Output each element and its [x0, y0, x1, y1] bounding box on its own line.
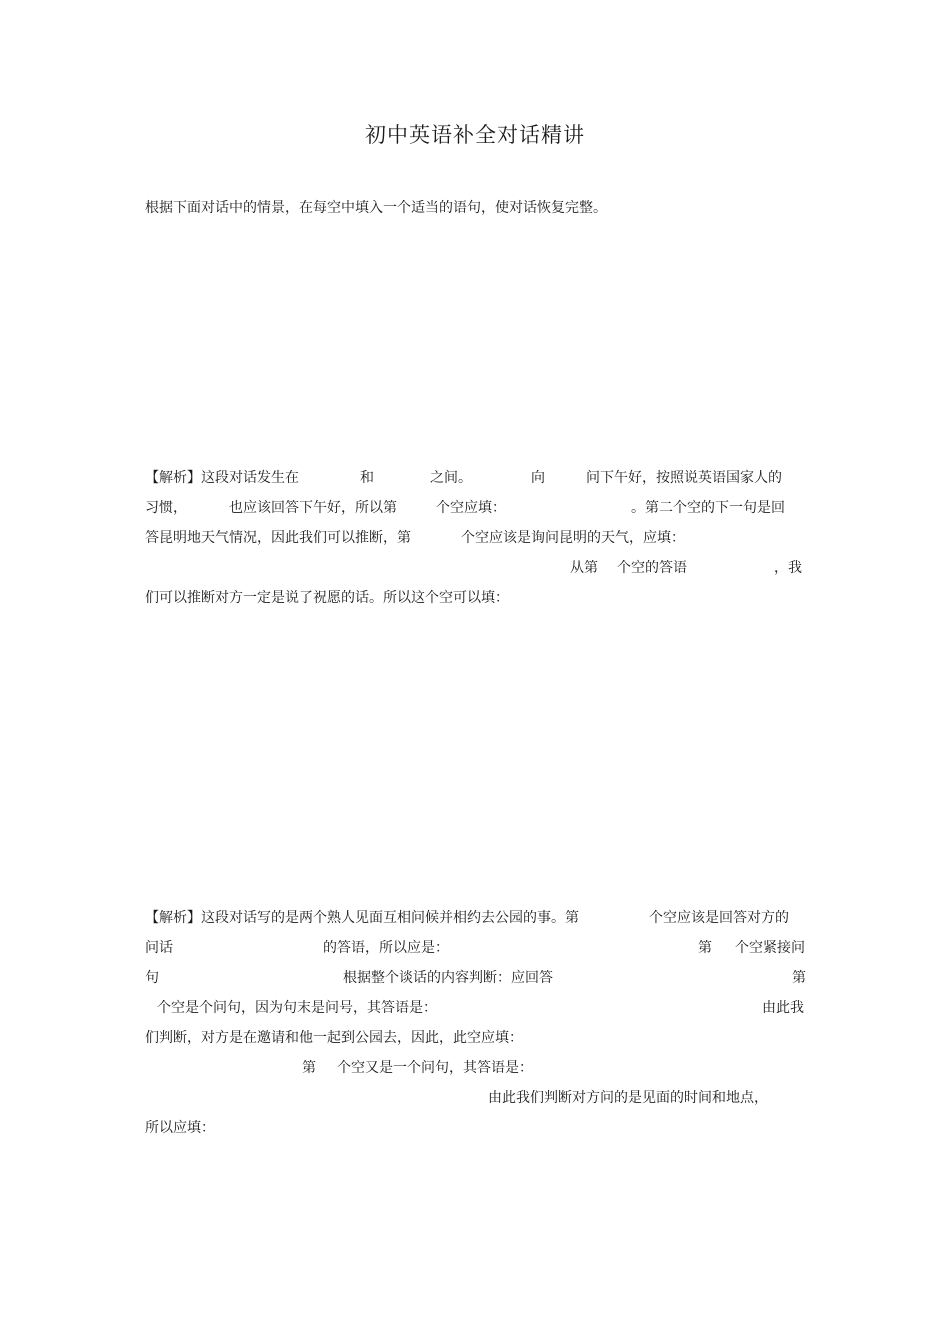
analysis1-line5-part1: 们可以推断对方一定是说了祝愿的话。所以这个空可以填： [145, 590, 509, 606]
analysis2-line2-part3: 第 [698, 940, 712, 956]
analysis1-line2-part4: 。第二个空的下一句是回 [631, 500, 785, 516]
analysis1-line1-part4: 向 [531, 470, 545, 486]
analysis2-line7-part1: 由此我们判断对方问的是见面的时间和地点， [488, 1090, 768, 1106]
page-title: 初中英语补全对话精讲 [365, 123, 585, 147]
analysis2-line4-part1: 个空是个问句，因为句末是问号，其答语是： [157, 1000, 437, 1016]
analysis1-line2-part2: 也应该回答下午好，所以第 [229, 500, 397, 516]
analysis1-line4-part3: ，我 [774, 560, 802, 576]
analysis2-line2-part2: 的答语，所以应是： [323, 940, 449, 956]
analysis1-line2-part3: 个空应填： [436, 500, 506, 516]
analysis1-line1-part3: 之间。 [430, 470, 472, 486]
analysis2-line1-part2: 个空应该是回答对方的 [649, 910, 789, 926]
analysis1-line4-part1: 从第 [570, 560, 598, 576]
analysis2-line5-part1: 们判断，对方是在邀请和他一起到公园去，因此，此空应填： [145, 1030, 523, 1046]
analysis2-line3-part2: 根据整个谈话的内容判断：应回答 [343, 970, 553, 986]
analysis2-line6-part2: 个空又是一个问句，其答语是： [337, 1060, 533, 1076]
analysis2-line6-part1: 第 [302, 1060, 316, 1076]
analysis1-line4-part2: 个空的答语 [617, 560, 687, 576]
analysis1-line1-part2: 和 [360, 470, 374, 486]
analysis2-line2-part1: 问话 [145, 940, 173, 956]
analysis2-line2-part4: 个空紧接问 [735, 940, 805, 956]
analysis2-line1-part1: 【解析】这段对话写的是两个熟人见面互相问候并相约去公园的事。第 [145, 910, 579, 926]
analysis1-line1-part1: 【解析】这段对话发生在 [145, 470, 299, 486]
analysis2-line3-part3: 第 [792, 970, 806, 986]
analysis2-line4-part2: 由此我 [762, 1000, 804, 1016]
analysis1-line3-part2: 个空应该是询问昆明的天气，应填： [461, 530, 685, 546]
analysis1-line2-part1: 习惯， [145, 500, 187, 516]
analysis1-line3-part1: 答昆明地天气情况，因此我们可以推断，第 [145, 530, 411, 546]
analysis2-line8-part1: 所以应填： [145, 1120, 215, 1136]
instruction-text: 根据下面对话中的情景，在每空中填入一个适当的语句，使对话恢复完整。 [145, 200, 607, 216]
analysis2-line3-part1: 句 [145, 970, 159, 986]
analysis1-line1-part5: 问下午好，按照说英语国家人的 [586, 470, 782, 486]
